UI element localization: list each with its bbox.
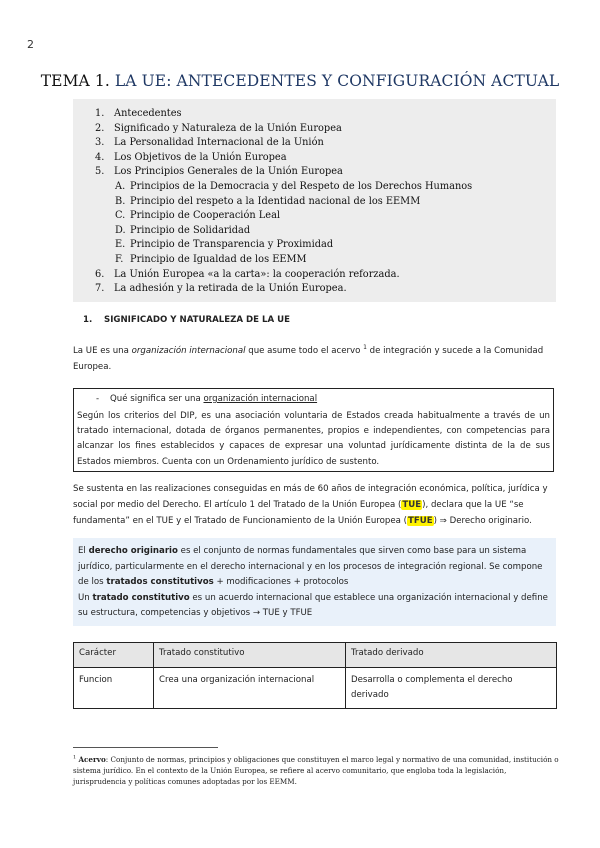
treaty-paragraph: Se sustenta en las realizaciones conseguidas en más de 60 años de integración económica, política, jurídica y social por medio del Derecho. El artículo 1 del Tratado de la Unión Europea (TUE), declara que la UE “se fundamenta” en el TUE y el Tratado de Funcionamiento de la Unión Europea (TFUE) ⇒ Derecho originario. (73, 484, 548, 526)
table-header: Tratado constitutivo (154, 643, 346, 668)
tue-highlight: TUE (402, 500, 422, 510)
toc-item: 2. Significado y Naturaleza de la Unión Europea (95, 122, 342, 134)
table-of-contents (73, 99, 556, 302)
comparison-table (73, 642, 557, 709)
table-header-row (74, 643, 557, 668)
toc-item: 1. Antecedentes (95, 108, 182, 119)
page-title (0, 72, 600, 90)
intro-paragraph: La UE es una organización internacional que asume todo el acervo $^1$ de integración y sucede a la Comunidad Europea. (73, 344, 544, 372)
table-cell: Funcion (74, 668, 154, 709)
toc-item: 3. La Personalidad Internacional de la Unión (95, 137, 324, 149)
toc-item: 4. Los Objetivos de la Unión Europea (95, 151, 287, 163)
section-heading: 1. SIGNIFICADO Y NATURALEZA DE LA UE (83, 315, 290, 325)
derecho-originario-definition: El derecho originario es el conjunto de normas fundamentales que sirven como base para un sistema jurídico, particularmente en el derecho internacional y en los procesos de integración regional. Se compone de los tratados constitutivos + modificaciones + protocolos (78, 546, 543, 588)
footnote-divider (73, 747, 218, 748)
title-text: LA UE: ANTECEDENTES Y CONFIGURACIÓN ACTUAL (114, 72, 560, 90)
toc-subitem: A. Principios de la Democracia y del Respeto de los Derechos Humanos (115, 180, 473, 192)
table-cell: Desarrolla o complementa el derecho derivado (346, 668, 557, 709)
definition-box (73, 538, 556, 626)
question-box (73, 388, 554, 472)
toc-subitem: D. Principio de Solidaridad (115, 224, 251, 236)
tfue-highlight: TFUE (408, 516, 433, 526)
toc-item: 6. La Unión Europea «a la carta»: la cooperación reforzada. (95, 268, 400, 280)
page-number: 2 (27, 38, 34, 51)
toc-subitem: B. Principio del respeto a la Identidad nacional de los EEMM (115, 195, 421, 207)
toc-subitem: F. Principio de Igualdad de los EEMM (115, 253, 307, 265)
table-cell: Crea una organización internacional (154, 668, 346, 709)
toc-subitem: C. Principio de Cooperación Leal (115, 210, 281, 222)
table-header: Tratado derivado (346, 643, 557, 668)
toc-item: 7. La adhesión y la retirada de la Unión Europea. (95, 283, 347, 295)
tratado-constitutivo-definition: Un tratado constitutivo es un acuerdo internacional que establece una organización internacional y define su estructura, competencias y objetivos → TUE y TFUE (78, 592, 548, 619)
footnote-ref[interactable]: 1 (363, 344, 367, 352)
footnote: $^1$ Acervo: Conjunto de normas, principios y obligaciones que constituyen el marco legal y normativo de una comunidad, institución o sistema jurídico. En el contexto de la Unión Europea, se refiere al acervo comunitario, que engloba toda la legislación, jurisprudencia y políticas comunes adoptadas por los EEMM. (73, 754, 559, 787)
table-row (74, 668, 557, 709)
table-header: Carácter (74, 643, 154, 668)
toc-subitem: E. Principio de Transparencia y Proximidad (115, 239, 334, 251)
footnote-term: Acervo (78, 755, 106, 764)
title-prefix: TEMA 1. (40, 72, 110, 90)
question-answer: Según los criterios del DIP, es una asociación voluntaria de Estados creada habitualmente a través de un tratado internacional, dotada de órganos permanentes, propios e independientes, con competencias para alcanzar los fines establecidos y capaces de expresar una voluntad jurídicamente distinta de la de sus Estados miembros. Cuenta con un Ordenamiento jurídico de sustento. (77, 411, 550, 467)
toc-item: 5. Los Principios Generales de la Unión Europea (95, 166, 343, 178)
question-heading: - Qué significa ser una organización internacional (96, 394, 318, 404)
